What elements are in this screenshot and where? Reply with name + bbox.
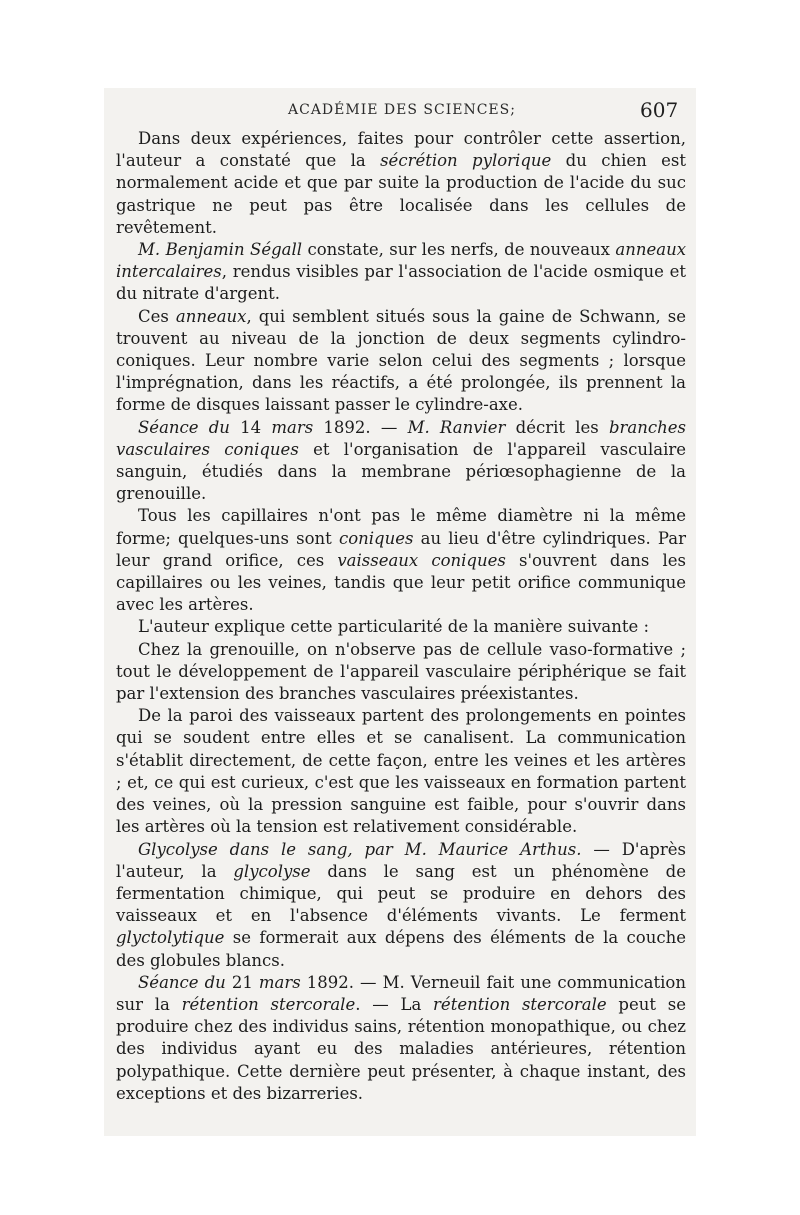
italic-run: sécrétion pylorique [380,151,552,171]
body-text [116,128,686,1105]
text-run: , rendus visibles par l'association de l'acide osmique et du nitrate d'argent. [116,262,686,304]
paragraph [116,417,686,506]
italic-run: glycolyse [233,861,311,881]
text-run: Chez la grenouille, on n'observe pas de cellule vaso-formative ; tout le développement de l'appareil vasculaire périphérique se fait par l'extension des branches vasculaires préexistantes. [116,639,686,704]
italic-run: Séance du [138,417,230,437]
italic-run: M. Ranvier [407,417,506,437]
text-run: 1892. — M. Verneuil fait une communication sur la [116,972,686,1014]
italic-run: anneaux [175,306,247,326]
text-run: L'auteur explique cette particularité de la manière suivante : [138,617,650,637]
text-run: décrit les [505,417,609,437]
text-run: 1892. — [313,417,408,437]
italic-run: mars [271,417,314,437]
text-run: De la paroi des vaisseaux partent des prolongements en pointes qui se soudent entre elles et se canalisent. La communication s'établit directement, de cette façon, entre les veines et les artères ; et, ce qui est curieux, c'est que les vaisseaux en formation partent des veines, où la pression sanguine est faible, pour s'ouvrir dans les artères où la tension est relativement considérable. [116,706,686,837]
text-run: , qui semblent situés sous la gaine de Schwann, se trouvent au niveau de la jonction de deux segments cylindro-coniques. Leur nombre varie selon celui des segments ; lorsque l'imprégnation, dans les réactifs, a été prolongée, ils prennent la forme de disques laissant passer le cylindre-axe. [116,306,686,415]
paragraph [116,705,686,838]
italic-run: rétention stercorale [181,994,356,1014]
text-run: — D'après l'auteur, la [116,839,686,881]
text-run: du chien est normalement acide et que par suite la production de l'acide du suc gastrique ne peut pas être localisée dans les cellules de revêtement. [116,151,686,237]
italic-run: coniques [338,528,414,548]
text-run: constate, sur les nerfs, de nouveaux [302,240,616,260]
paragraph [116,306,686,417]
text-run: Dans deux expériences, faites pour contrôler cette assertion, l'auteur a constaté que la [116,129,686,171]
italic-run: Séance du [138,972,226,992]
text-run: dans le sang est un phénomène de fermentation chimique, qui peut se produire en dehors des vaisseaux et en l'absence d'éléments vivants. Le ferment [116,861,686,926]
italic-run: branches vasculaires coniques [116,417,686,459]
running-header: ACADÉMIE DES SCIENCES; [288,102,516,118]
paragraph [116,616,686,638]
text-run: au lieu d'être cylindriques. Par leur grand orifice, ces [116,528,686,570]
italic-run: M. Benjamin Ségall [138,240,303,260]
italic-run: mars [258,972,301,992]
italic-run: rétention stercorale [433,994,607,1014]
text-run: se formerait aux dépens des éléments de la couche des globules blancs. [116,928,686,970]
paragraph [116,639,686,706]
paragraph [116,128,686,239]
text-run: 21 [225,972,259,992]
text-run: Ces [138,306,176,326]
paragraph [116,972,686,1105]
italic-run: Glycolyse dans le sang, par M. Maurice Arthus. [138,839,582,859]
italic-run: vaisseaux coniques [337,550,506,570]
page-number: 607 [640,98,679,122]
paragraph [116,239,686,306]
text-run: Tous les capillaires n'ont pas le même diamètre ni la même forme; quelques-uns sont [116,506,686,548]
text-run: et l'organisation de l'appareil vasculaire sanguin, étudiés dans la membrane périœsophagienne de la grenouille. [116,439,687,504]
text-run: s'ouvrent dans les capillaires ou les veines, tandis que leur petit orifice communique avec les artères. [116,550,686,615]
italic-run: glyctolytique [116,928,225,948]
italic-run: anneaux intercalaires [116,240,686,282]
paragraph [116,839,686,972]
text-run: 14 [229,417,272,437]
text-run: . — La [355,994,434,1014]
paragraph [116,505,686,616]
text-run: peut se produire chez des individus sains, rétention monopathique, ou chez des individus ayant eu des maladies antérieures, rétention polypathique. Cette dernière peut présenter, à chaque instant, des exceptions et des bizarreries. [116,994,686,1103]
